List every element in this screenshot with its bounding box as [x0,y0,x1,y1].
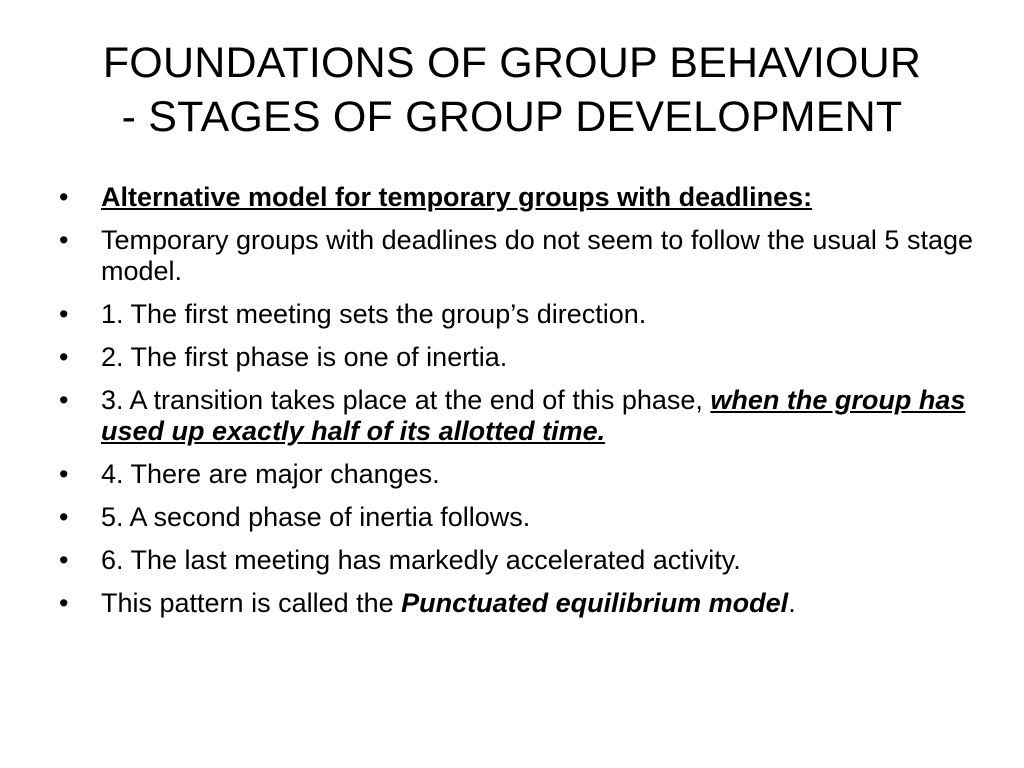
bullet-item [56,182,976,213]
bullet-text: 4. There are major changes. [101,459,440,489]
bullet-text: 2. The first phase is one of inertia. [101,342,508,372]
bullet-text: 5. A second phase of inertia follows. [101,502,531,532]
bullet-heading: Alternative model for temporary groups with deadlines: [101,182,813,212]
bullet-item [56,225,976,287]
bullet-item [56,459,976,490]
bullet-text: 3. A transition takes place at the end of this phase, [101,385,711,415]
bullet-text: 6. The last meeting has markedly accelerated activity. [101,545,741,575]
bullet-text: This pattern is called the [101,588,402,618]
title-line-2: - STAGES OF GROUP DEVELOPMENT [121,93,903,141]
bullet-text: Temporary groups with deadlines do not seem to follow the usual 5 stage model. [101,225,974,286]
bullet-text: 1. The first meeting sets the group’s direction. [101,299,647,329]
bullet-emphasis: when the group has used up exactly half of its allotted time. [101,385,966,446]
bullet-list [56,182,976,631]
bullet-item [56,545,976,576]
slide-title [40,36,984,144]
bullet-item [56,502,976,533]
title-line-1: FOUNDATIONS OF GROUP BEHAVIOUR [102,39,922,87]
bullet-item [56,342,976,373]
bullet-item [56,385,976,447]
bullet-item [56,588,976,619]
bullet-text-end: . [788,588,796,618]
bullet-emphasis: Punctuated equilibrium model [401,588,789,618]
bullet-item [56,299,976,330]
